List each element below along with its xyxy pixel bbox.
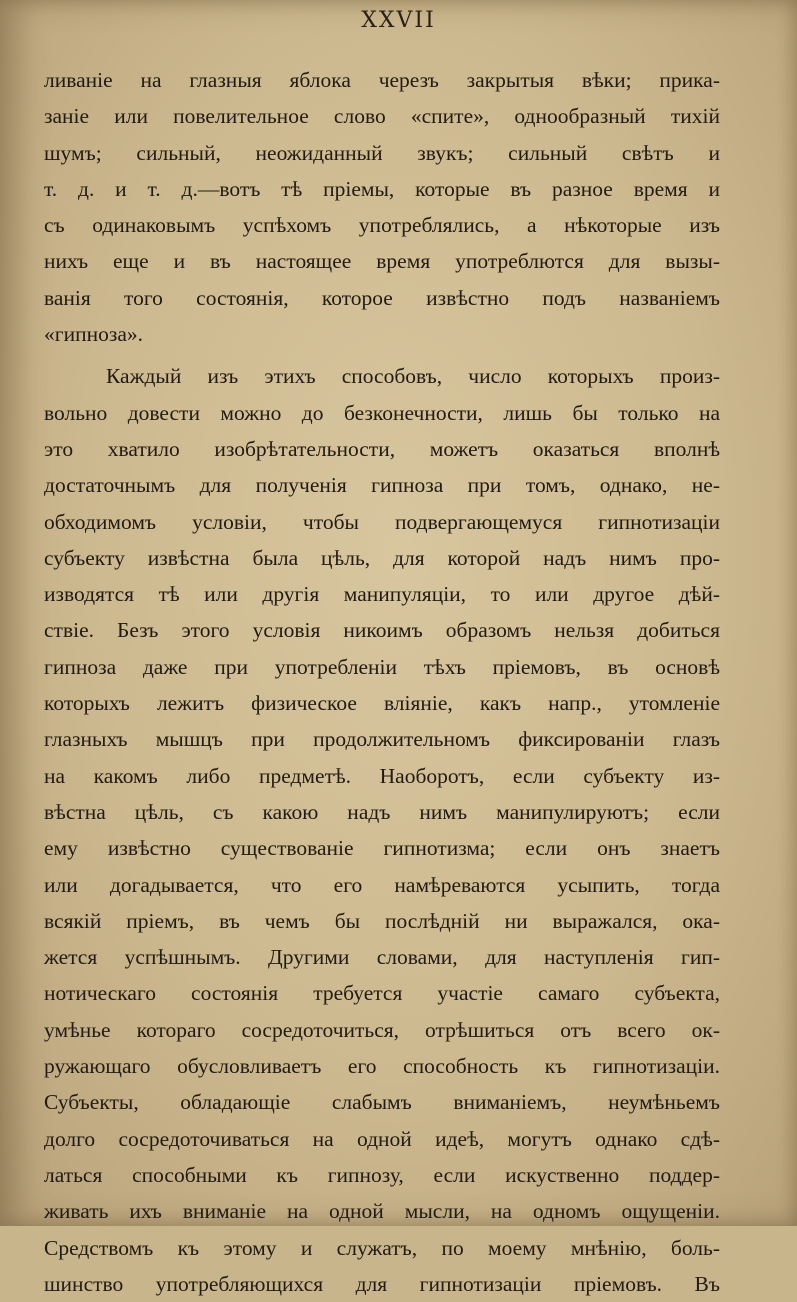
- body-text: [44, 62, 720, 1302]
- text-line: ствiе. Безъ этого условiя никоимъ образомъ нельзя добиться: [44, 618, 720, 643]
- text-line: ружающаго обусловливаетъ его способность къ гипнотизацiи.: [44, 1054, 720, 1079]
- text-line: занiе или повелительное слово «спите», однообразный тихiй: [44, 104, 720, 129]
- text-line: достаточнымъ для полученiя гипноза при томъ, однако, не-: [44, 473, 720, 498]
- text-line: Субъекты, обладающiе слабымъ вниманiемъ, неумѣньемъ: [44, 1090, 720, 1115]
- text-line: субъекту извѣстна была цѣль, для которой надъ нимъ про-: [44, 545, 720, 570]
- page-number: XXVII: [361, 8, 436, 33]
- text-line: глазныхъ мышцъ при продолжительномъ фиксированiи глазъ: [44, 727, 720, 752]
- text-line: гипноза даже при употребленiи тѣхъ прiемовъ, въ основѣ: [44, 654, 720, 679]
- text-line: шинство употребляющихся для гипнотизацiи прiемовъ. Въ: [44, 1271, 720, 1296]
- paragraph-1: [44, 62, 720, 352]
- text-line: вольно довести можно до безконечности, лишь бы только на: [44, 400, 720, 425]
- text-line: съ одинаковымъ успѣхомъ употреблялись, а нѣкоторые изъ: [44, 213, 720, 238]
- text-line: латься способными къ гипнозу, если искуственно поддер-: [44, 1162, 720, 1187]
- text-line: долго сосредоточиваться на одной идеѣ, могутъ однако сдѣ-: [44, 1126, 720, 1151]
- text-line: т. д. и т. д.—вотъ тѣ прiемы, которые въ разное время и: [44, 176, 720, 201]
- text-line: шумъ; сильный, неожиданный звукъ; сильный свѣтъ и: [44, 140, 720, 165]
- text-line: это хватило изобрѣтательности, можетъ оказаться вполнѣ: [44, 436, 720, 461]
- text-line: вѣстна цѣль, съ какою надъ нимъ манипулируютъ; если: [44, 799, 720, 824]
- text-line: которыхъ лежитъ физическое влiянiе, какъ напр., утомленiе: [44, 691, 720, 716]
- text-line: или догадывается, что его намѣреваются усыпить, тогда: [44, 872, 720, 897]
- text-line: нихъ еще и въ настоящее время употреблются для вызы-: [44, 249, 720, 274]
- text-line: Средствомъ къ этому и служатъ, по моему мнѣнiю, боль-: [44, 1235, 720, 1260]
- text-line: ливанiе на глазныя яблока черезъ закрытыя вѣки; прика-: [44, 68, 720, 92]
- text-line: всякiй прiемъ, въ чемъ бы послѣднiй ни выражался, ока-: [44, 908, 720, 933]
- text-line: Каждый изъ этихъ способовъ, число которыхъ произ-: [106, 364, 720, 389]
- text-line: живать ихъ вниманiе на одной мысли, на одномъ ощущенiи.: [44, 1199, 720, 1224]
- text-line: ванiя того состоянiя, которое извѣстно подъ названiемъ: [44, 285, 720, 310]
- text-line: умѣнье котораго сосредоточиться, отрѣшиться отъ всего ок-: [44, 1017, 720, 1042]
- text-line: жется успѣшнымъ. Другими словами, для наступленiя гип-: [44, 945, 720, 970]
- text-line: обходимомъ условiи, чтобы подвергающемуся гипнотизацiи: [44, 509, 720, 534]
- text-line: нотическаго состоянiя требуется участiе самаго субъекта,: [44, 981, 720, 1006]
- text-line: на какомъ либо предметѣ. Наоборотъ, если субъекту из-: [44, 763, 720, 788]
- text-line: ему извѣстно существованiе гипнотизма; если онъ знаетъ: [44, 836, 720, 861]
- text-line: изводятся тѣ или другiя манипуляцiи, то или другое дѣй-: [44, 582, 720, 607]
- paragraph-2: [44, 358, 720, 1302]
- text-line: «гипноза».: [44, 322, 143, 347]
